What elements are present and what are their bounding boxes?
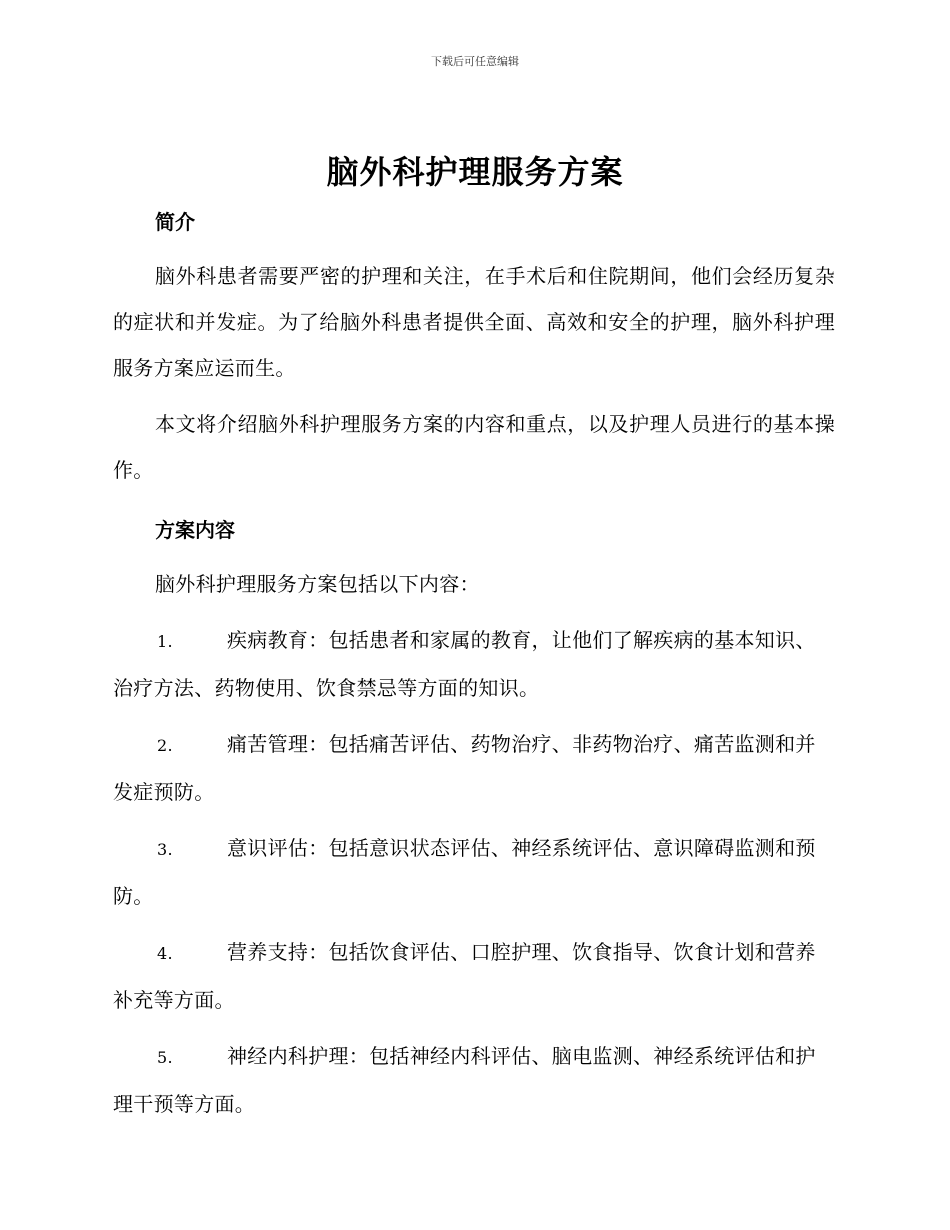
list-item-text: 意识评估：包括意识状态评估、神经系统评估、意识障碍监测和预防。: [113, 836, 816, 908]
document-title: 脑外科护理服务方案: [326, 153, 624, 191]
list-item-text: 痛苦管理：包括痛苦评估、药物治疗、非药物治疗、痛苦监测和并发症预防。: [113, 732, 816, 804]
intro-paragraph-1: 脑外科患者需要严密的护理和关注，在手术后和住院期间，他们会经历复杂的症状和并发症。为了给脑外科患者提供全面、高效和安全的护理，脑外科护理服务方案应运而生。: [113, 264, 835, 380]
list-item-text: 神经内科护理：包括神经内科评估、脑电监测、神经系统评估和护理干预等方面。: [113, 1044, 816, 1116]
intro-paragraph-2: 本文将介绍脑外科护理服务方案的内容和重点，以及护理人员进行的基本操作。: [113, 412, 835, 482]
content-heading: 方案内容: [155, 518, 235, 542]
list-item: [113, 721, 835, 815]
content-lead: 脑外科护理服务方案包括以下内容：: [155, 572, 480, 596]
page-header: 下载后可任意编辑: [431, 55, 519, 68]
list-item: [113, 1033, 835, 1127]
list-item-text: 营养支持：包括饮食评估、口腔护理、饮食指导、饮食计划和营养补充等方面。: [113, 940, 816, 1012]
list-item: [113, 617, 835, 711]
list-item: [113, 929, 835, 1023]
list-item-number: 3.: [157, 840, 173, 859]
list-item-text: 疾病教育：包括患者和家属的教育，让他们了解疾病的基本知识、治疗方法、药物使用、饮食禁忌等方面的知识。: [113, 628, 816, 700]
document-body: [113, 201, 835, 1127]
intro-heading: 简介: [155, 210, 195, 234]
list-item-number: 5.: [157, 1048, 173, 1067]
list-item-number: 1.: [157, 632, 173, 651]
list-item: [113, 825, 835, 919]
list-item-number: 4.: [157, 944, 173, 963]
list-item-number: 2.: [157, 736, 173, 755]
